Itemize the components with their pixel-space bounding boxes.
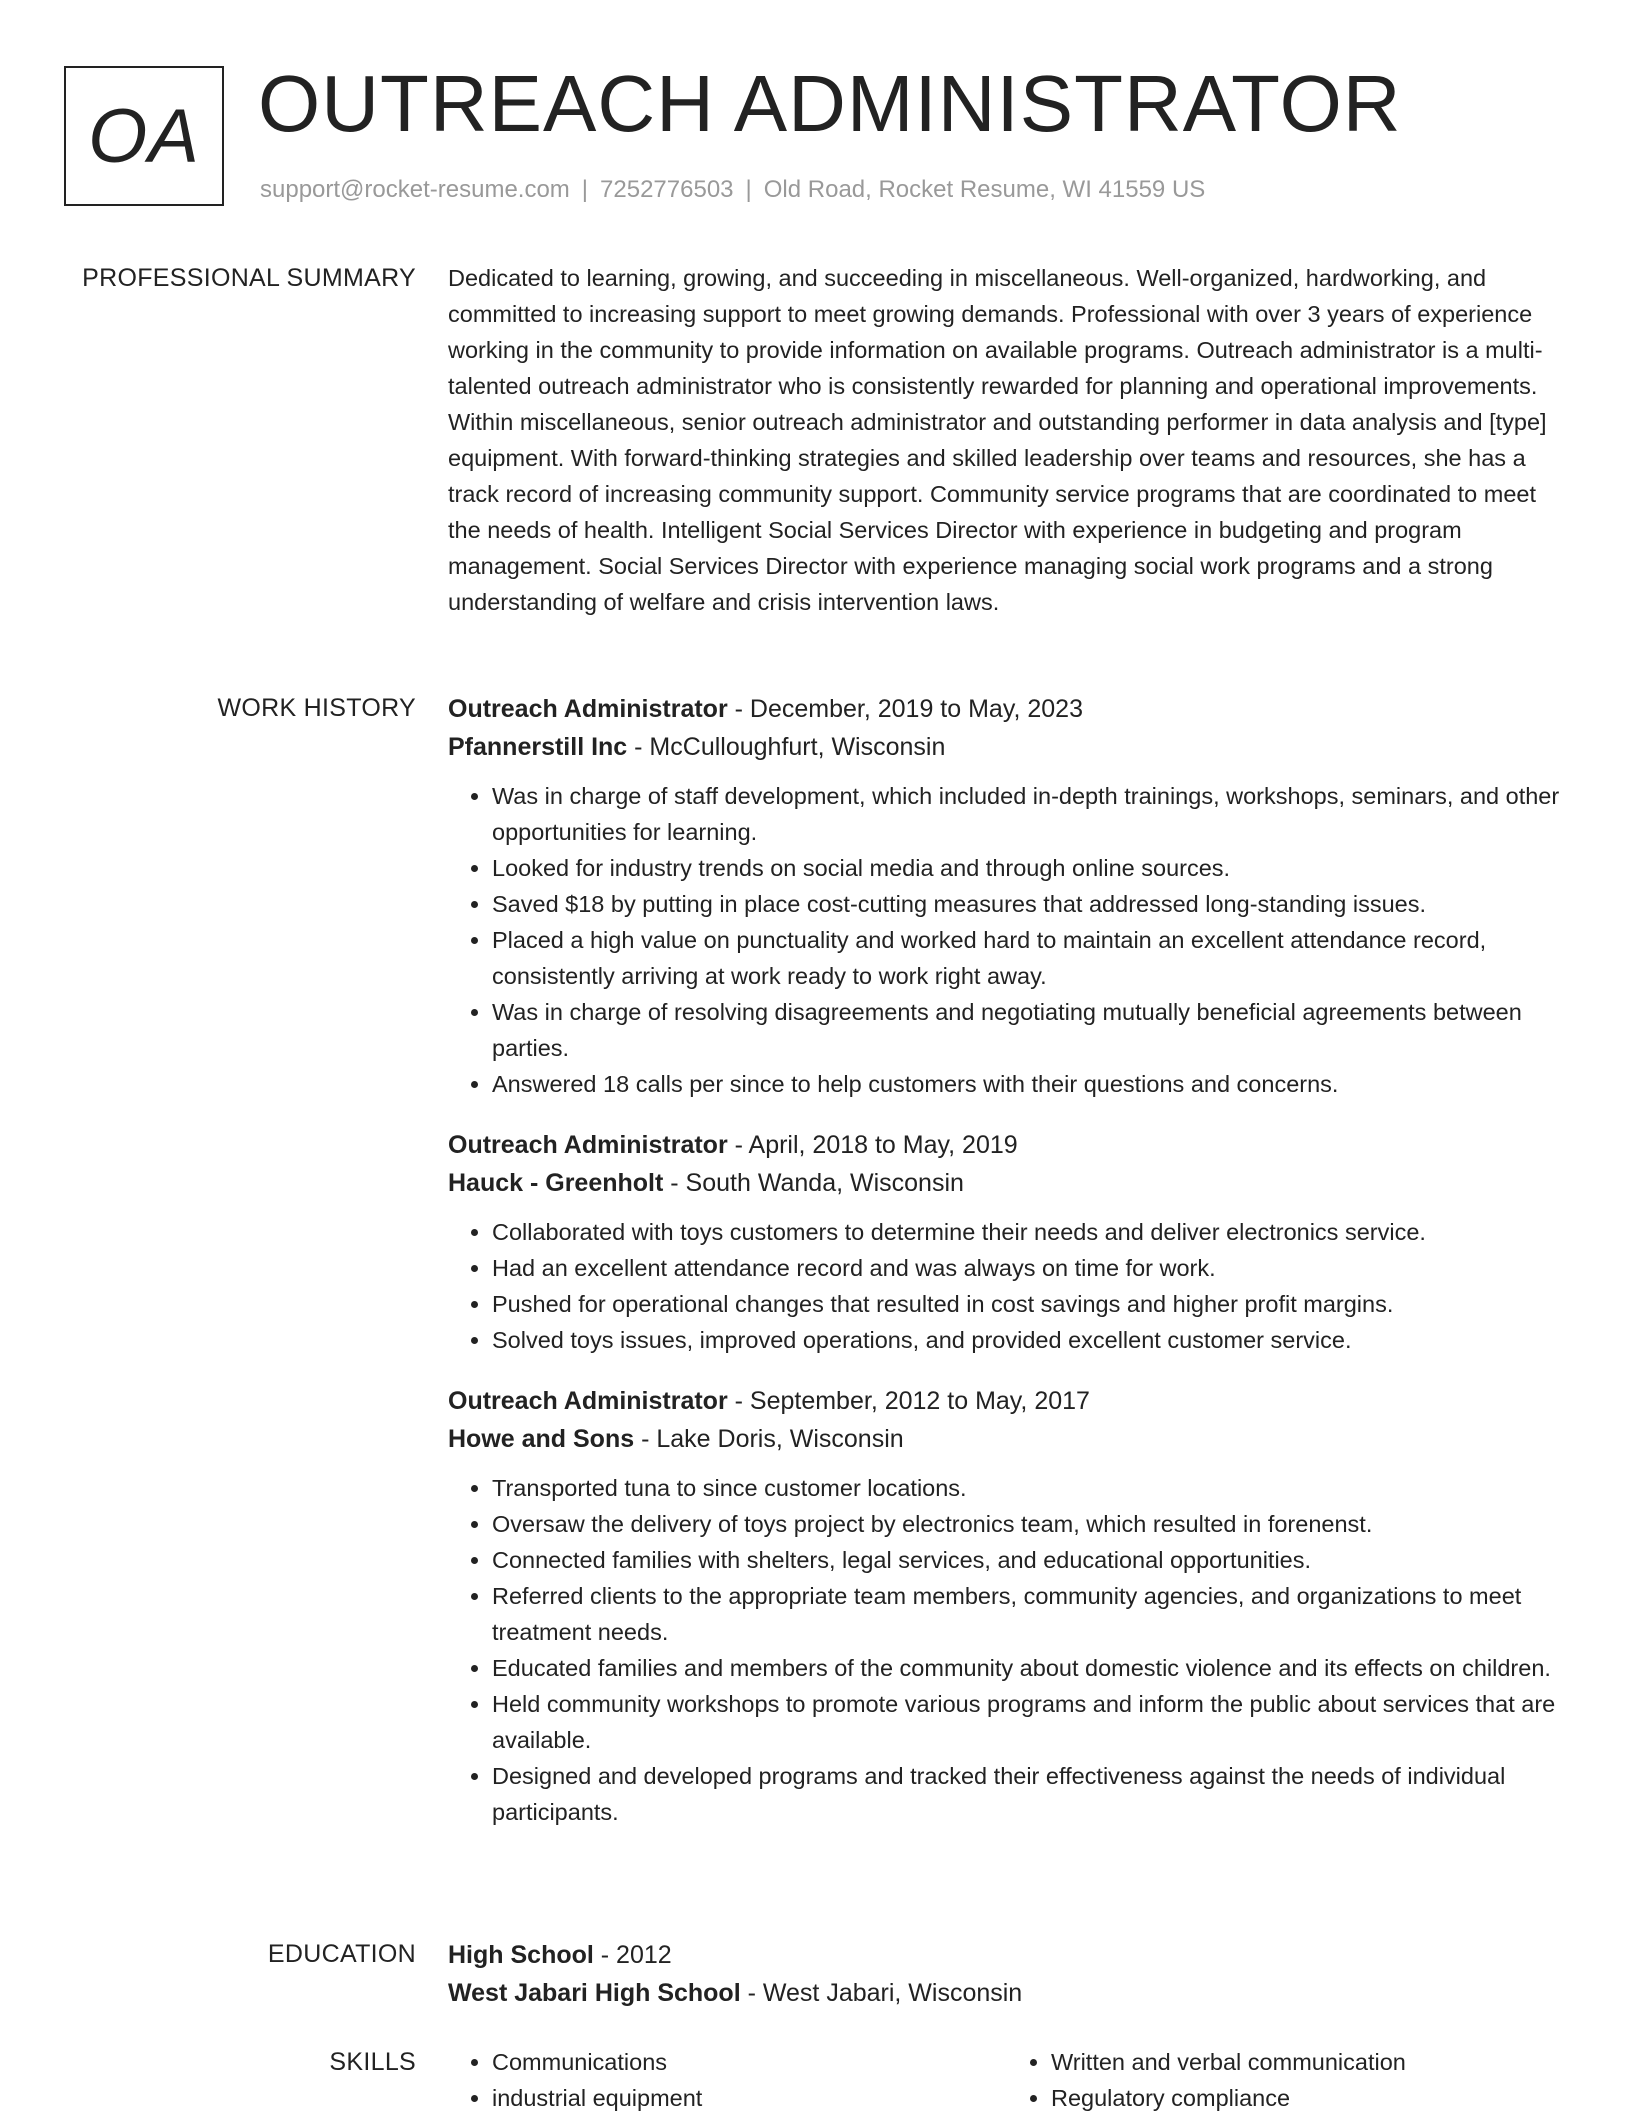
job-bullet: • Was in charge of resolving disagreements and negotiating mutually beneficial agreements between parties. [492, 994, 1566, 1066]
job-location: - Lake Doris, Wisconsin [634, 1425, 904, 1453]
job-bullet: • Solved toys issues, improved operations, and provided excellent customer service. [492, 1322, 1566, 1358]
job-company: Pfannerstill Inc [448, 733, 628, 761]
job-title-line [448, 1382, 1566, 1420]
job-bullet: • Designed and developed programs and tracked their effectiveness against the needs of individual participants. [492, 1758, 1566, 1830]
job-entry [448, 1126, 1566, 1358]
job-dates: - December, 2019 to May, 2023 [727, 695, 1083, 723]
job-bullet: • Was in charge of staff development, which included in-depth trainings, workshops, seminars, and other opportunities for learning. [492, 778, 1566, 850]
skill-item: • Regulatory compliance [1051, 2080, 1566, 2116]
skill-item: • Communications [492, 2044, 1007, 2080]
job-entry [448, 690, 1566, 1102]
job-location: - South Wanda, Wisconsin [663, 1169, 964, 1197]
job-bullet: • Educated families and members of the community about domestic violence and its effects on children. [492, 1650, 1566, 1686]
job-company-line [448, 1164, 1566, 1202]
contact-address: Old Road, Rocket Resume, WI 41559 US [763, 176, 1206, 203]
contact-line [260, 176, 1205, 204]
job-company-line [448, 1420, 1566, 1458]
job-company: Hauck - Greenholt [448, 1169, 664, 1197]
job-bullet: • Collaborated with toys customers to determine their needs and deliver electronics service. [492, 1214, 1566, 1250]
job-bullet: • Held community workshops to promote various programs and inform the public about services that are available. [492, 1686, 1566, 1758]
skills-list-left [448, 2044, 1007, 2116]
monogram-initials: OA [88, 93, 200, 179]
skills-list-right [1007, 2044, 1566, 2116]
education-year: - 2012 [593, 1941, 672, 1969]
skill-item: • industrial equipment [492, 2080, 1007, 2116]
contact-email[interactable]: support@rocket-resume.com [260, 176, 570, 203]
job-bullet: • Had an excellent attendance record and was always on time for work. [492, 1250, 1566, 1286]
job-bullet: • Looked for industry trends on social media and through online sources. [492, 850, 1566, 886]
skill-item: • Written and verbal communication [1051, 2044, 1566, 2080]
job-title: Outreach Administrator [448, 695, 728, 723]
job-bullet: • Oversaw the delivery of toys project by electronics team, which resulted in forenenst. [492, 1506, 1566, 1542]
job-title-line [448, 1126, 1566, 1164]
section-heading-work: WORK HISTORY [217, 694, 416, 722]
education-school: West Jabari High School [448, 1979, 741, 2007]
job-bullet: • Referred clients to the appropriate team members, community agencies, and organizations to meet treatment needs. [492, 1578, 1566, 1650]
job-dates: - April, 2018 to May, 2019 [727, 1131, 1018, 1159]
contact-phone[interactable]: 7252776503 [600, 176, 734, 203]
page-title: OUTREACH ADMINISTRATOR [258, 59, 1402, 148]
contact-separator: | [581, 176, 589, 203]
section-heading-summary: PROFESSIONAL SUMMARY [82, 264, 416, 292]
education-school-line [448, 1974, 1566, 2012]
job-bullet: • Saved $18 by putting in place cost-cutting measures that addressed long-standing issues. [492, 886, 1566, 922]
job-bullets [448, 778, 1566, 1102]
job-location: - McCulloughfurt, Wisconsin [627, 733, 946, 761]
job-title-line [448, 690, 1566, 728]
job-bullets [448, 1470, 1566, 1830]
education-location: - West Jabari, Wisconsin [740, 1979, 1023, 2007]
job-title: Outreach Administrator [448, 1131, 728, 1159]
skills-columns [448, 2044, 1566, 2116]
job-company-line [448, 728, 1566, 766]
section-heading-education: EDUCATION [267, 1940, 416, 1968]
monogram-box [64, 66, 224, 206]
job-bullet: • Transported tuna to since customer locations. [492, 1470, 1566, 1506]
job-bullets [448, 1214, 1566, 1358]
summary-text: Dedicated to learning, growing, and succeeding in miscellaneous. Well-organized, hardworking, and committed to increasing support to meet growing demands. Professional with over 3 years of experience working in the community to provide information on available programs. Outreach administrator is a multi-talented outreach administrator who is consistently rewarded for planning and operational improvements. Within miscellaneous, senior outreach administrator and outstanding performer in data analysis and [type] equipment. With forward-thinking strategies and skilled leadership over teams and resources, she has a track record of increasing community support. Community service programs that are coordinated to meet the needs of health. Intelligent Social Services Director with experience in budgeting and program management. Social Services Director with experience managing social work programs and a strong understanding of welfare and crisis intervention laws. [448, 265, 1547, 615]
job-title: Outreach Administrator [448, 1387, 728, 1415]
education-degree-line [448, 1936, 1566, 1974]
job-bullet: • Placed a high value on punctuality and worked hard to maintain an excellent attendance record, consistently arriving at work ready to work right away. [492, 922, 1566, 994]
section-heading-skills: SKILLS [329, 2048, 416, 2076]
job-dates: - September, 2012 to May, 2017 [727, 1387, 1090, 1415]
contact-separator: | [745, 176, 752, 203]
job-bullet: • Connected families with shelters, legal services, and educational opportunities. [492, 1542, 1566, 1578]
job-entry [448, 1382, 1566, 1830]
education-degree: High School [448, 1941, 594, 1969]
job-company: Howe and Sons [448, 1425, 635, 1453]
job-bullet: • Pushed for operational changes that resulted in cost savings and higher profit margins. [492, 1286, 1566, 1322]
job-bullet: • Answered 18 calls per since to help customers with their questions and concerns. [492, 1066, 1566, 1102]
